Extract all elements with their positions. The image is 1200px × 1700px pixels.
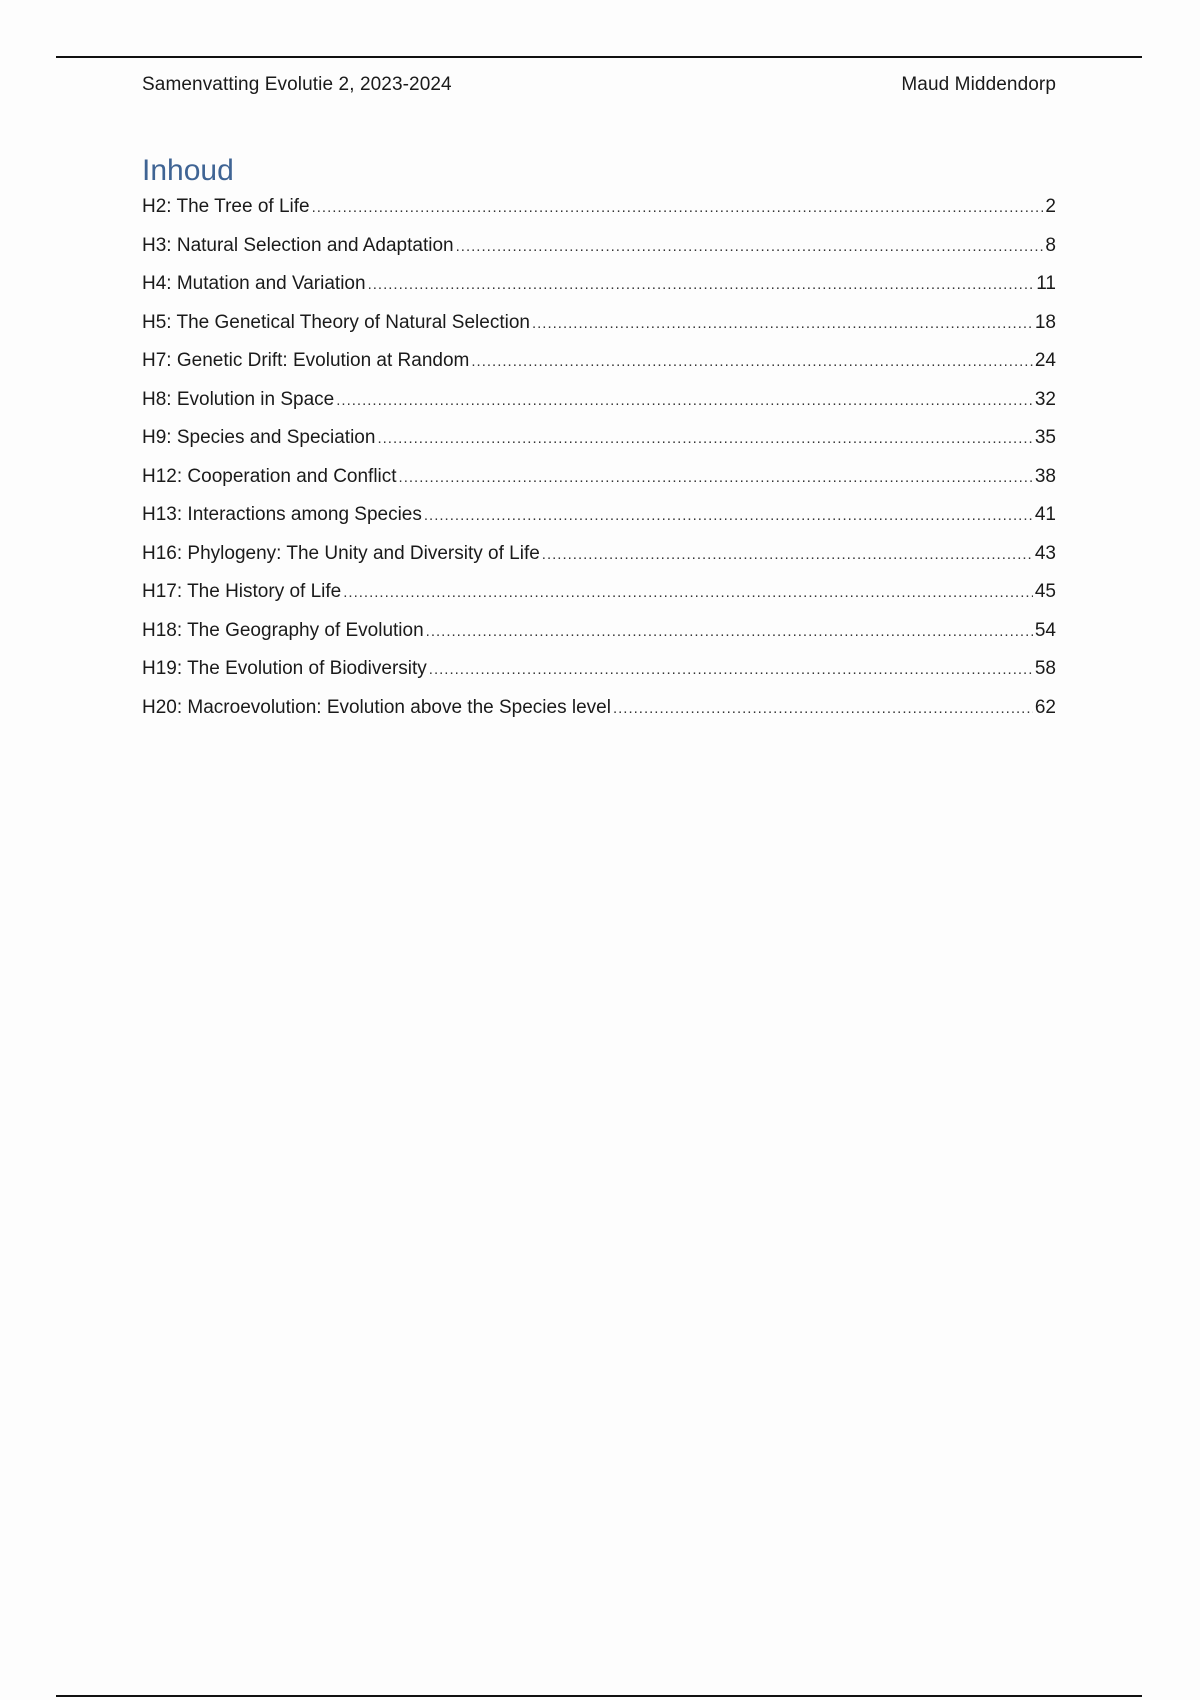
toc-entry-label: H7: Genetic Drift: Evolution at Random: [142, 350, 470, 371]
toc-entry[interactable]: [142, 350, 1056, 389]
toc-entry-label: H5: The Genetical Theory of Natural Selection: [142, 311, 530, 333]
toc-entry-page: 2: [1045, 196, 1056, 217]
toc-dot-leader: [426, 623, 1033, 640]
toc-entry-page: 58: [1034, 658, 1056, 679]
toc-entry[interactable]: [142, 273, 1056, 312]
toc-entry-page: 35: [1034, 427, 1056, 448]
toc-entry-label: H12: Cooperation and Conflict: [142, 465, 397, 487]
toc-entry-page: 32: [1034, 388, 1056, 410]
header-author: Maud Middendorp: [901, 74, 1056, 95]
toc-entry[interactable]: [142, 312, 1056, 351]
toc-entry[interactable]: [142, 504, 1056, 543]
toc-dot-leader: [471, 353, 1032, 370]
toc-entry[interactable]: [142, 658, 1056, 697]
toc-entry[interactable]: [142, 196, 1056, 235]
toc-heading: Inhoud: [142, 154, 234, 187]
toc-entry-label: H4: Mutation and Variation: [142, 273, 366, 294]
toc-dot-leader: [424, 507, 1033, 524]
toc-dot-leader: [377, 430, 1032, 447]
toc-entry-page: 11: [1036, 273, 1056, 294]
header-rule: [56, 56, 1142, 58]
toc-entry-label: H20: Macroevolution: Evolution above the Species level: [142, 696, 611, 718]
toc-dot-leader: [429, 661, 1033, 678]
toc-dot-leader: [613, 700, 1033, 717]
toc-entry-label: H18: The Geography of Evolution: [142, 619, 424, 641]
toc-dot-leader: [532, 315, 1033, 332]
footer-rule: [56, 1695, 1142, 1697]
toc-entry[interactable]: [142, 697, 1056, 736]
toc-entry-label: H3: Natural Selection and Adaptation: [142, 234, 454, 256]
header-document-title: Samenvatting Evolutie 2, 2023-2024: [142, 74, 452, 95]
toc-entry[interactable]: [142, 389, 1056, 428]
toc-entry-page: 45: [1034, 581, 1056, 602]
toc-entry[interactable]: [142, 235, 1056, 274]
toc-entry-page: 41: [1034, 504, 1056, 525]
toc-entry-label: H13: Interactions among Species: [142, 504, 422, 525]
toc-dot-leader: [368, 276, 1035, 293]
toc-entry-page: 8: [1045, 234, 1056, 256]
table-of-contents: [142, 196, 1056, 735]
toc-entry-page: 43: [1034, 542, 1056, 564]
toc-entry-label: H17: The History of Life: [142, 581, 342, 602]
toc-dot-leader: [399, 469, 1033, 486]
toc-entry-page: 62: [1034, 696, 1056, 718]
toc-dot-leader: [336, 392, 1033, 409]
toc-entry-label: H2: The Tree of Life: [142, 196, 310, 217]
toc-dot-leader: [542, 546, 1033, 563]
toc-entry-page: 24: [1034, 350, 1056, 371]
toc-entry-label: H16: Phylogeny: The Unity and Diversity of Life: [142, 542, 540, 564]
toc-entry[interactable]: [142, 543, 1056, 582]
toc-entry-label: H8: Evolution in Space: [142, 388, 335, 410]
toc-dot-leader: [343, 584, 1033, 601]
toc-entry[interactable]: [142, 581, 1056, 620]
toc-entry-page: 18: [1034, 311, 1056, 333]
toc-dot-leader: [456, 238, 1044, 255]
toc-entry-page: 38: [1034, 465, 1056, 487]
toc-entry[interactable]: [142, 466, 1056, 505]
toc-dot-leader: [312, 199, 1044, 216]
toc-entry-page: 54: [1034, 619, 1056, 641]
toc-entry-label: H9: Species and Speciation: [142, 427, 376, 448]
toc-entry[interactable]: [142, 427, 1056, 466]
toc-entry-label: H19: The Evolution of Biodiversity: [142, 658, 427, 679]
toc-entry[interactable]: [142, 620, 1056, 659]
page-header: [142, 74, 1056, 96]
